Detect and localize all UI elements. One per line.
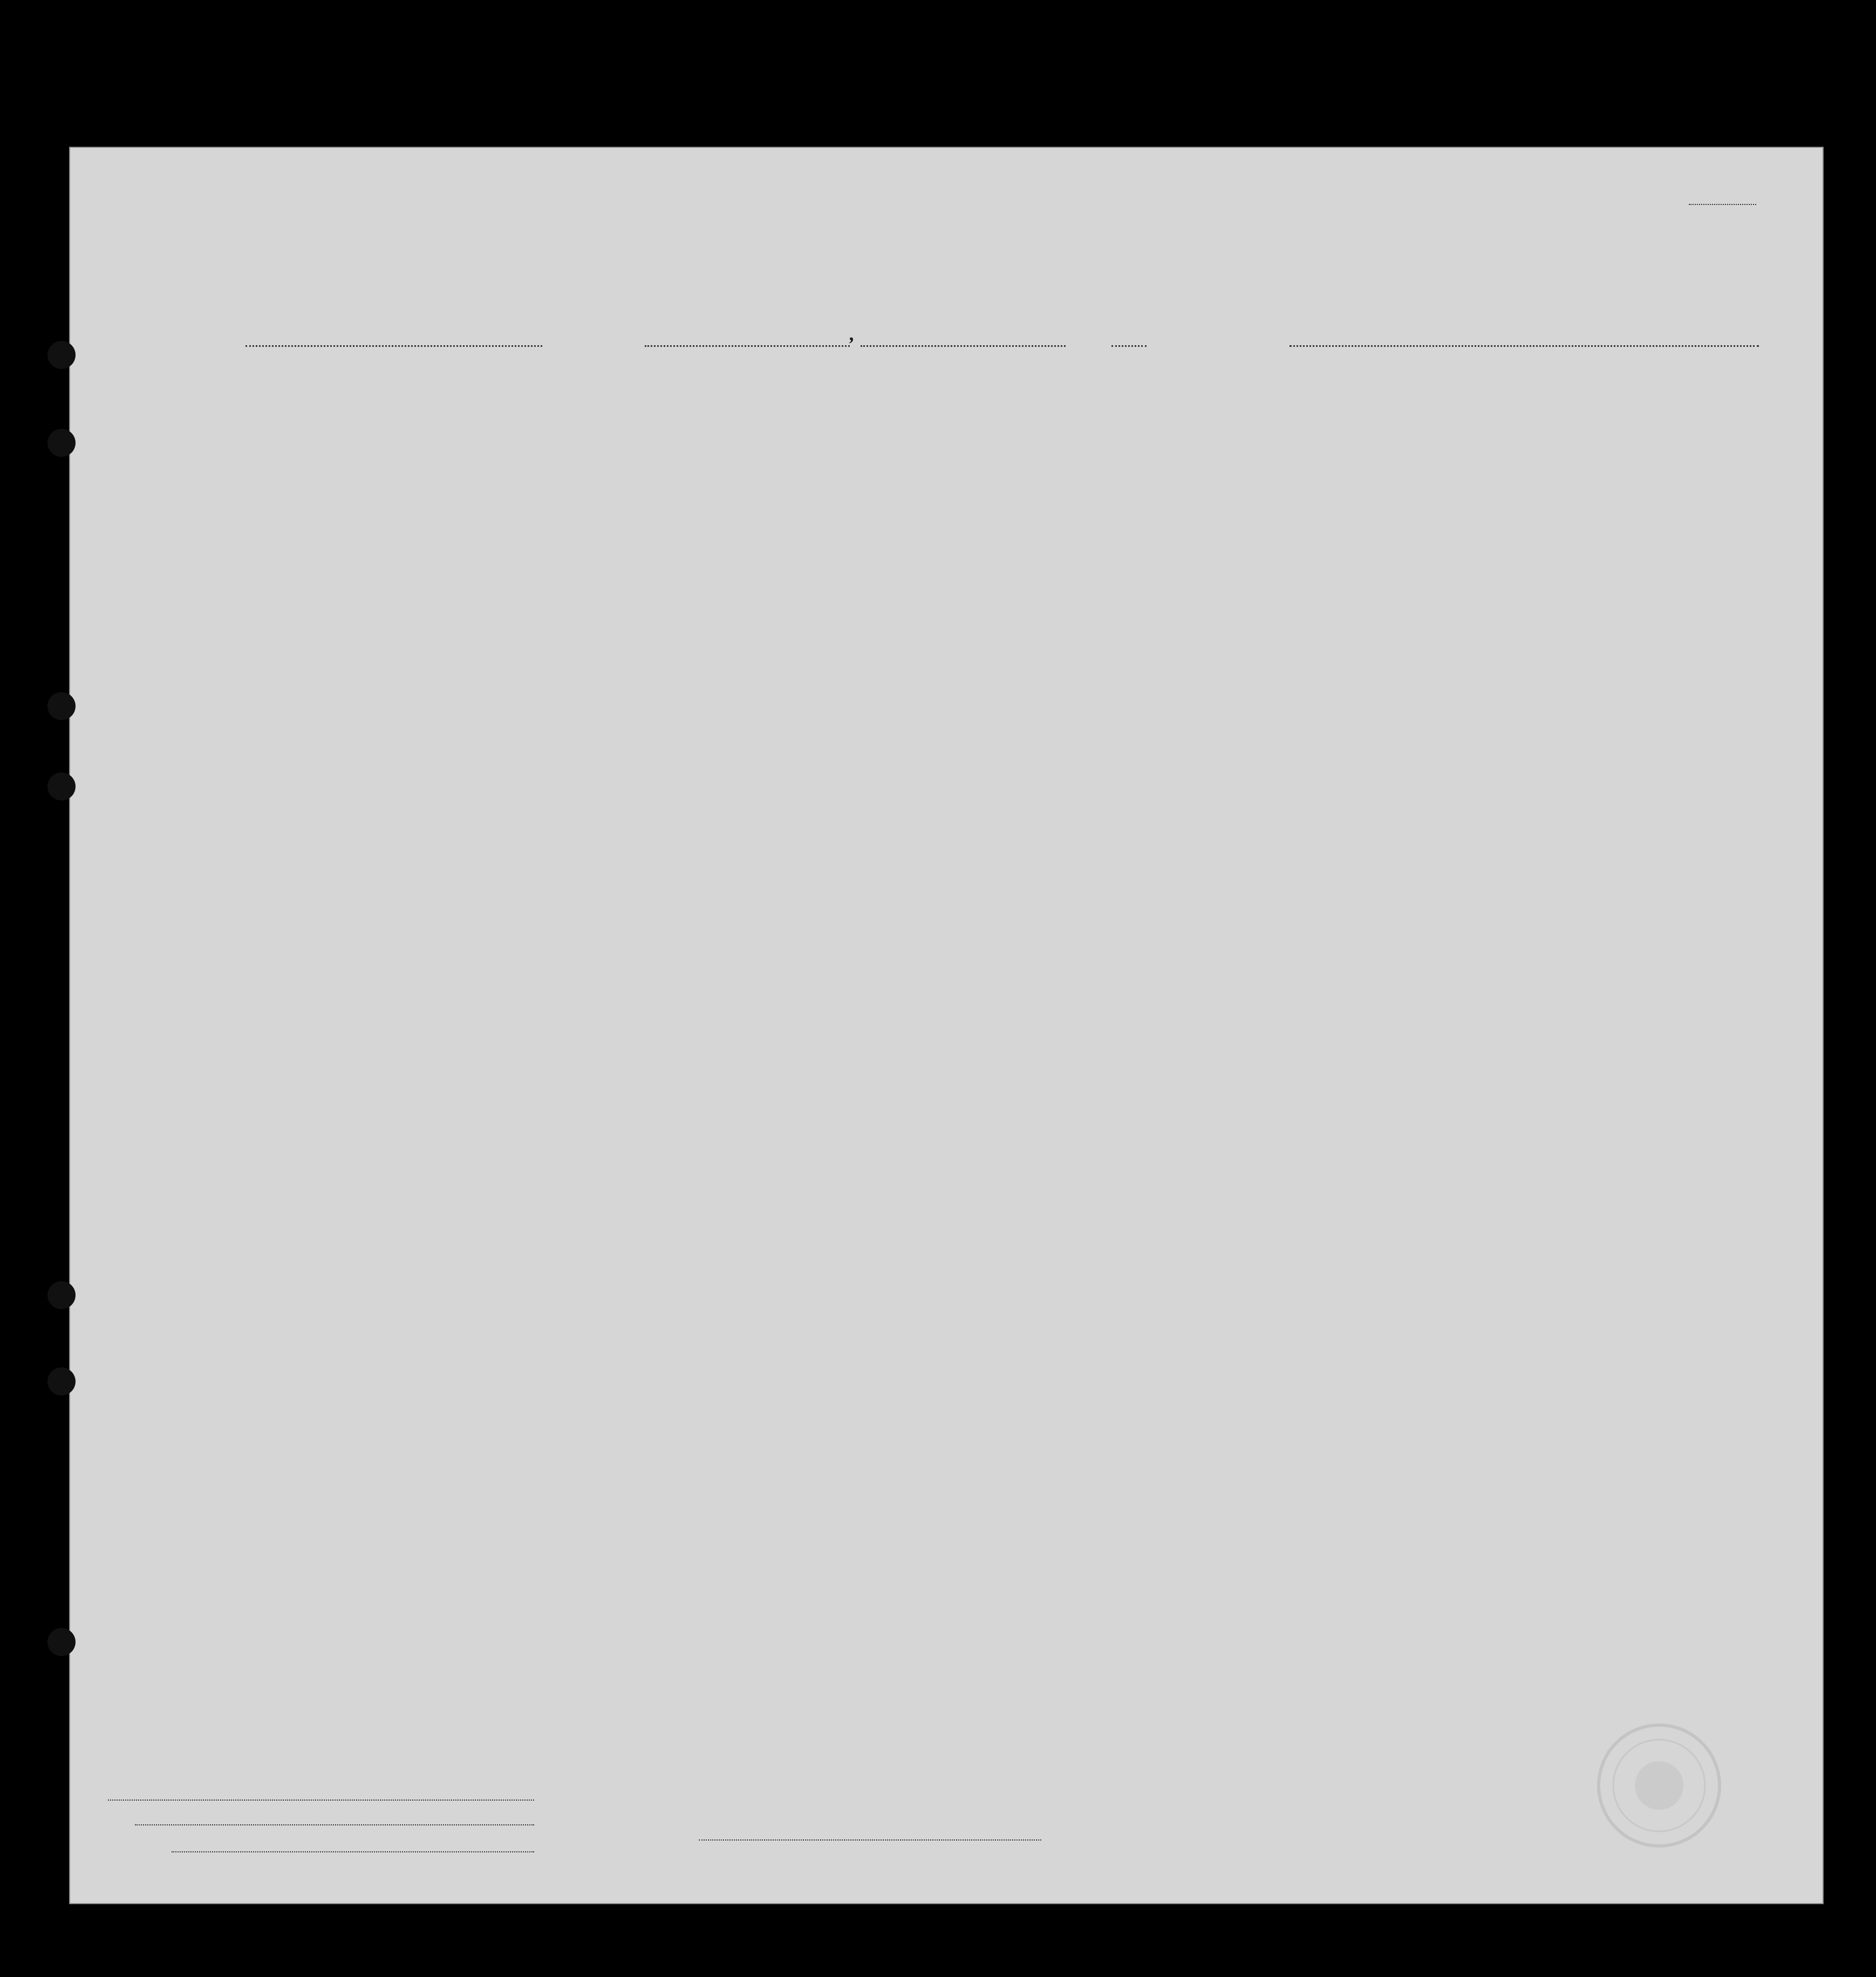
comma: ,	[850, 323, 855, 345]
manifest-sheet	[69, 147, 1824, 1904]
date-dots	[861, 345, 1066, 347]
signature-line	[699, 1839, 1041, 1841]
punch-hole	[47, 1628, 76, 1656]
official-seal	[1594, 1721, 1724, 1850]
punch-hole	[47, 429, 76, 457]
from-dots	[1290, 345, 1759, 347]
sheet-line	[1689, 204, 1756, 205]
agents-dots	[172, 1851, 534, 1852]
line-dots	[108, 1800, 534, 1801]
punch-hole	[47, 1367, 76, 1395]
owners-dots	[135, 1824, 534, 1825]
year-dots	[1111, 345, 1147, 347]
vessel-dots	[245, 345, 542, 347]
arriving-dots	[645, 345, 850, 347]
punch-hole	[47, 692, 76, 720]
punch-hole	[47, 341, 76, 369]
punch-hole	[47, 1281, 76, 1309]
punch-hole	[47, 772, 76, 801]
